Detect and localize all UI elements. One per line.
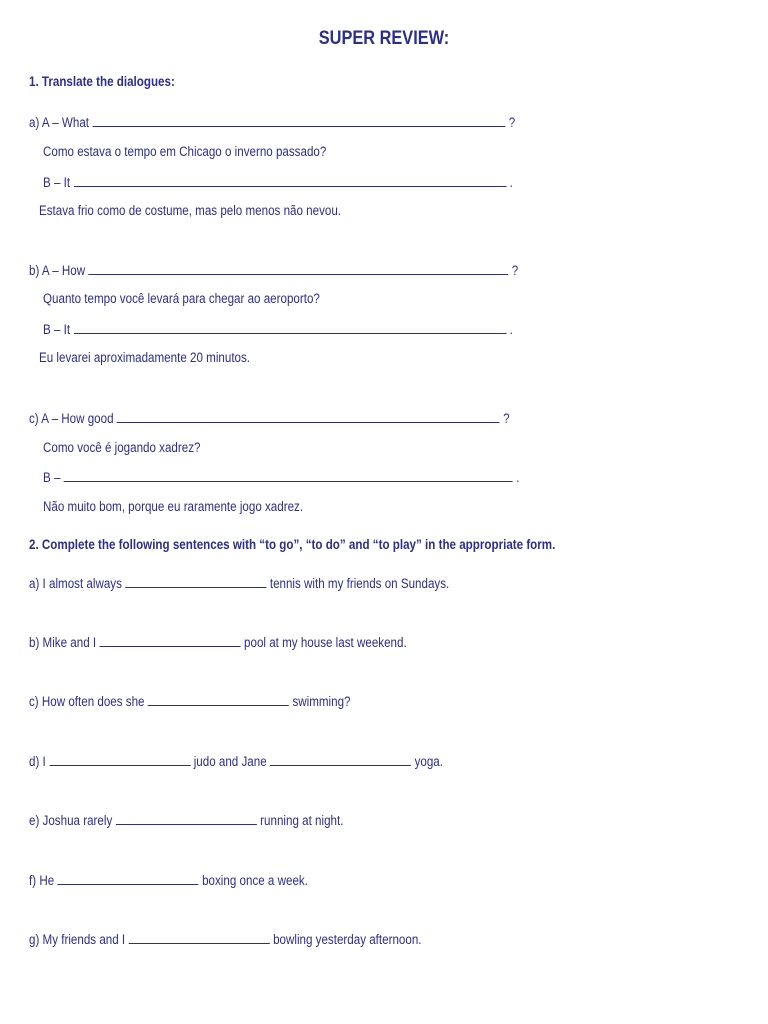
dialogue-c-question: c) A – How good ? [29,411,510,426]
answer-blank[interactable] [100,634,241,647]
section-2-heading: 2. Complete the following sentences with “to go”, “to do” and “to play” in the appropriate form. [29,537,556,552]
answer-blank[interactable] [148,693,289,706]
sentence-a: a) I almost always tennis with my friends on Sundays. [29,576,450,591]
dialogue-label: a) A – What [29,115,90,130]
answer-blank[interactable] [92,114,505,127]
answer-blank[interactable] [117,410,500,423]
dialogue-a-answer: B – It . [43,175,513,190]
answer-blank[interactable] [58,872,199,885]
dialogue-a-translation-answer: Estava frio como de costume, mas pelo menos não nevou. [39,203,342,218]
dialogue-label: b) A – How [29,263,86,278]
dialogue-b-answer: B – It . [43,322,513,337]
dialogue-b-translation-answer: Eu levarei aproximadamente 20 minutos. [39,350,251,365]
sentence-d: d) I judo and Jane yoga. [29,754,443,769]
dialogue-c-translation-question: Como você é jogando xadrez? [43,440,201,455]
sentence-c: c) How often does she swimming? [29,694,351,709]
answer-blank[interactable] [116,812,257,825]
section-1-heading: 1. Translate the dialogues: [29,74,175,89]
dialogue-label: c) A – How good [29,411,114,426]
dialogue-b-question: b) A – How ? [29,263,519,278]
dialogue-a-translation-question: Como estava o tempo em Chicago o inverno passado? [43,144,327,159]
answer-blank[interactable] [49,753,190,766]
dialogue-label: B – It [43,175,71,190]
dialogue-c-answer: B – . [43,470,520,485]
sentence-g: g) My friends and I bowling yesterday afternoon. [29,932,422,947]
answer-blank[interactable] [74,174,507,187]
sentence-f: f) He boxing once a week. [29,873,308,888]
answer-blank[interactable] [89,262,509,275]
page-title: SUPER REVIEW: [318,28,450,49]
sentence-e: e) Joshua rarely running at night. [29,813,344,828]
dialogue-a-question: a) A – What ? [29,115,516,130]
answer-blank[interactable] [64,469,513,482]
dialogue-label: B – It [43,322,71,337]
answer-blank[interactable] [125,575,266,588]
dialogue-b-translation-question: Quanto tempo você levará para chegar ao aeroporto? [43,291,320,306]
answer-blank[interactable] [74,321,507,334]
answer-blank[interactable] [129,931,270,944]
answer-blank[interactable] [270,753,411,766]
sentence-b: b) Mike and I pool at my house last weekend. [29,635,407,650]
dialogue-c-translation-answer: Não muito bom, porque eu raramente jogo xadrez. [43,499,304,514]
dialogue-label: B – [43,470,61,485]
